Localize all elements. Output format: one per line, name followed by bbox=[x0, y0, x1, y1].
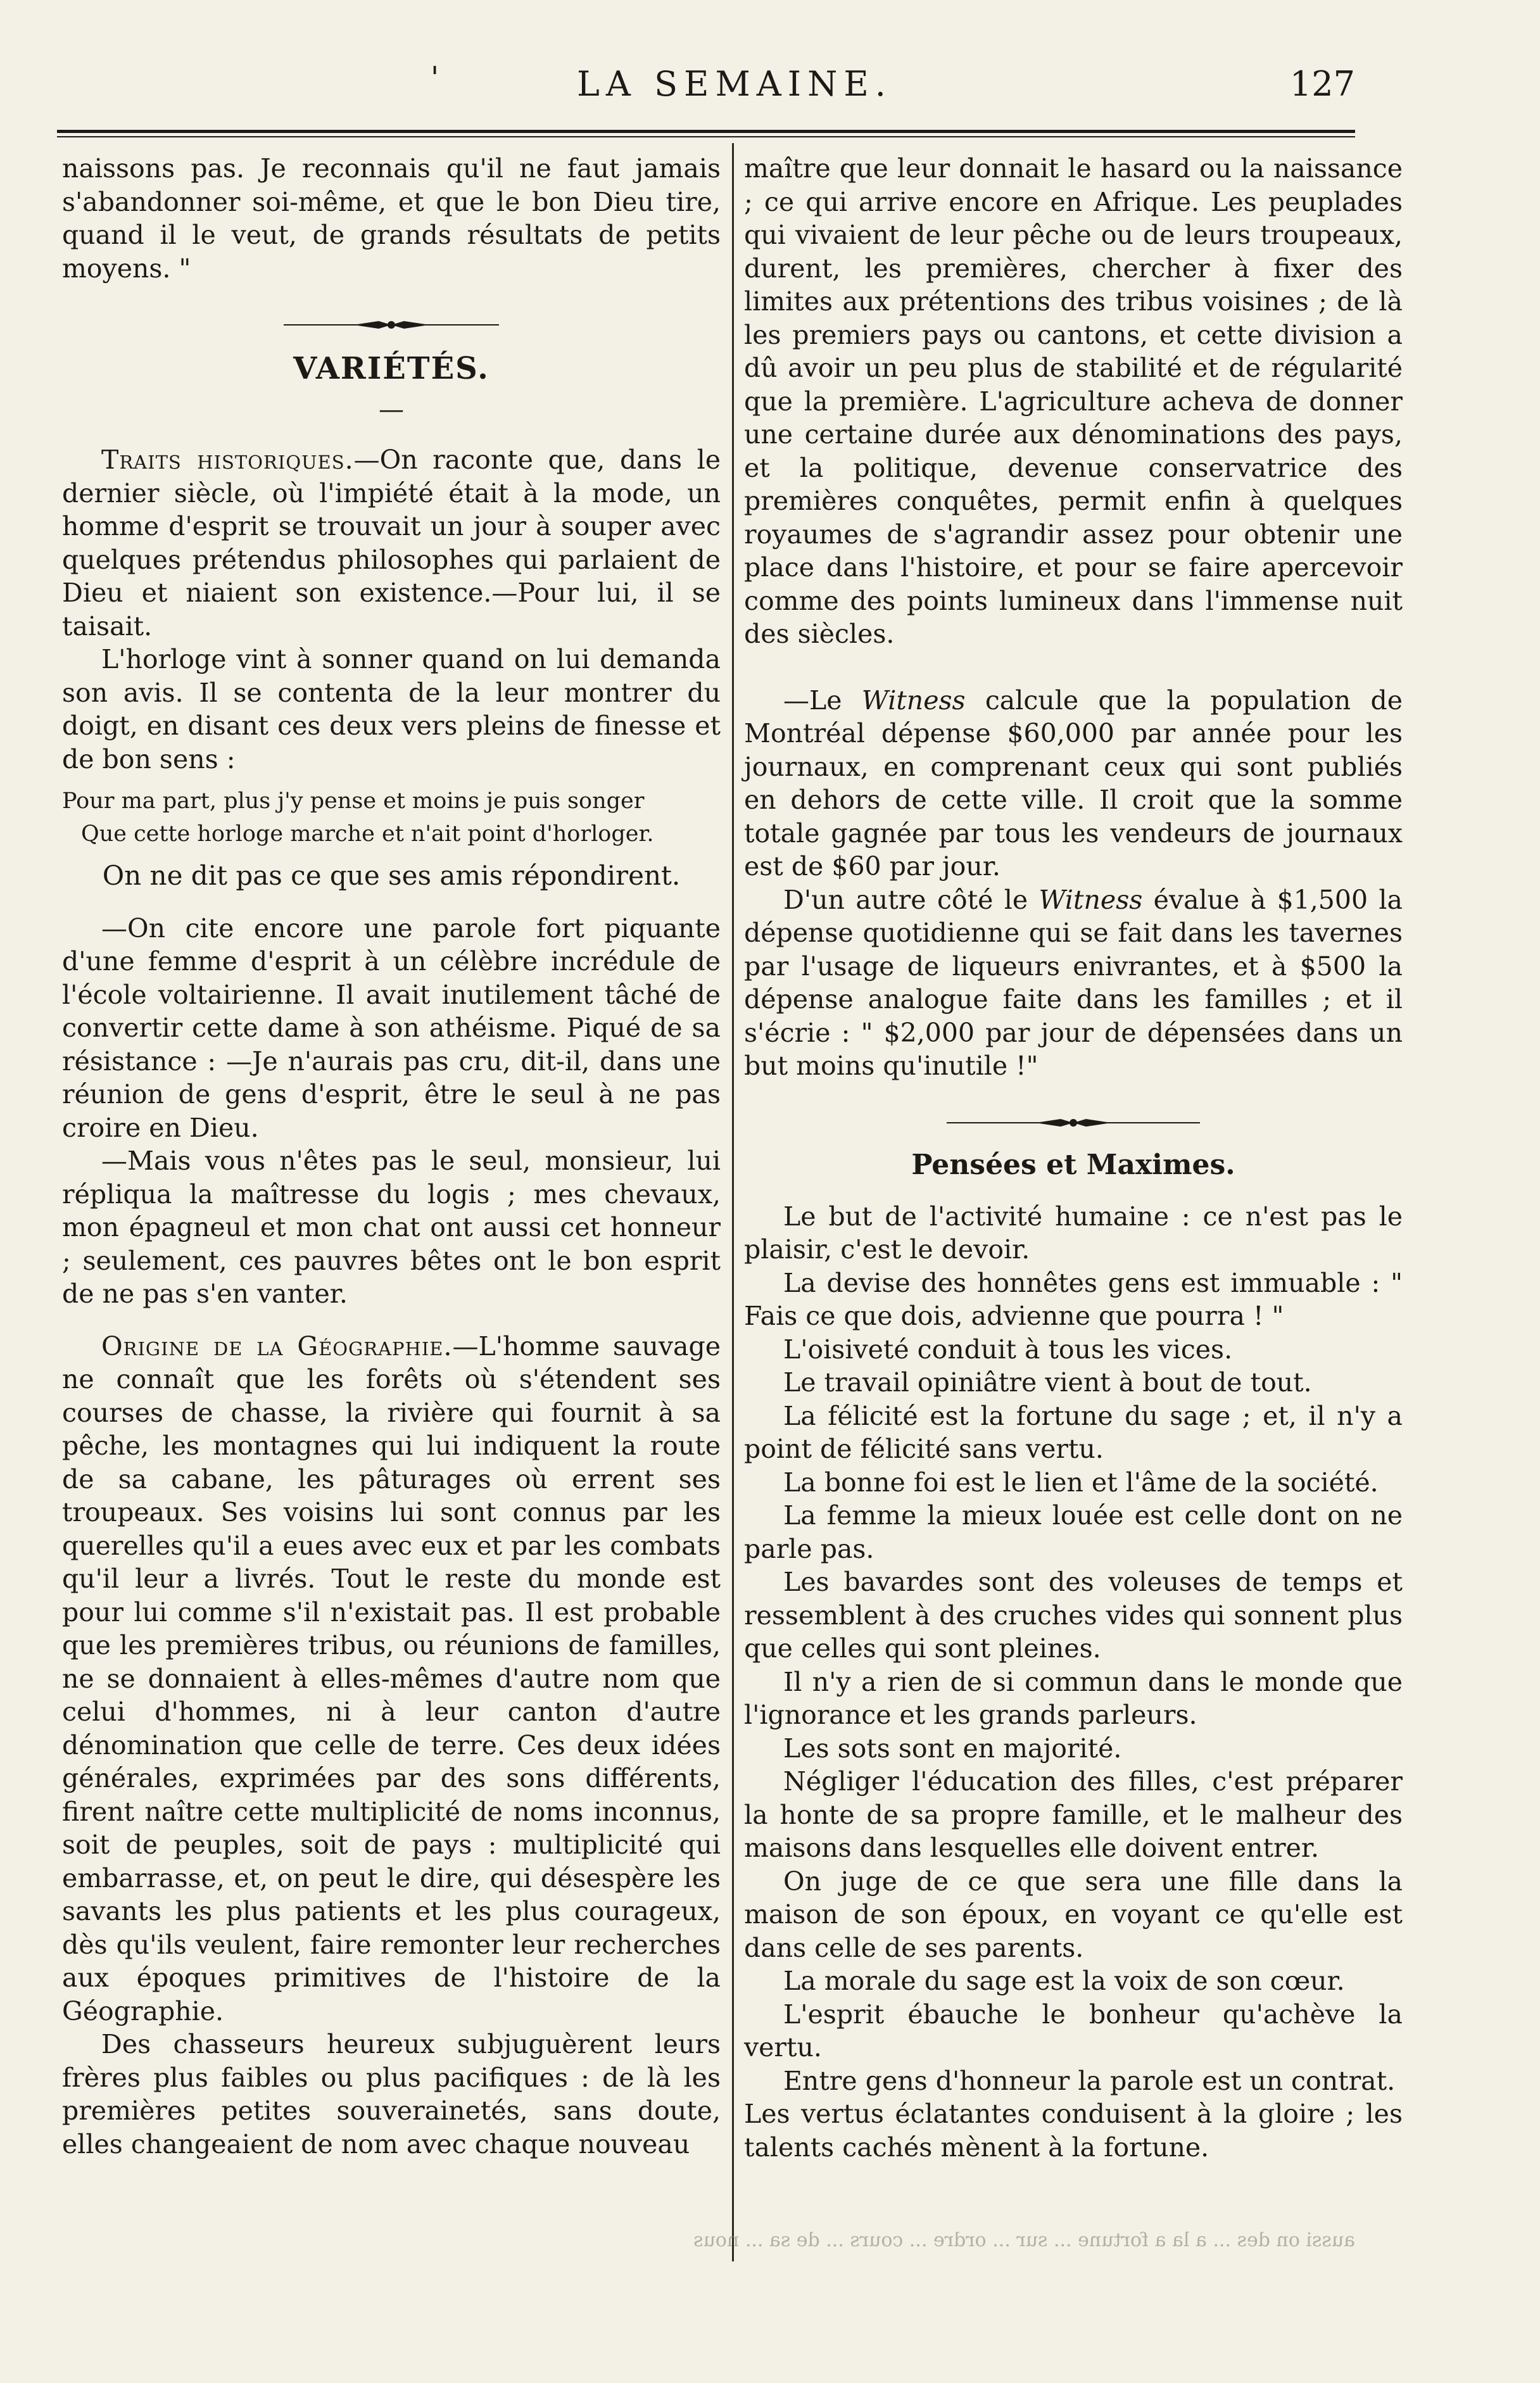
witness-lead: —Le bbox=[783, 685, 862, 716]
ornament-rule-icon bbox=[947, 1116, 1200, 1130]
witness-name: Witness bbox=[861, 685, 966, 716]
chasseurs-paragraph: Des chasseurs heureux subjuguèrent leurs frères plus faibles ou plus pacifiques : de là les premières petites souverainetés, sans doute, elles changeaient de nom avec chaque nouveau bbox=[62, 2029, 721, 2159]
column-divider bbox=[732, 143, 734, 2261]
maxime-8: Les bavardes sont des voleuses de temps et ressemblent à des cruches vides qui sonnent plus que celles qui sont pleines. bbox=[744, 1567, 1403, 1664]
ornament-rule-icon bbox=[284, 318, 499, 332]
maxime-4: Le travail opiniâtre vient à bout de tout. bbox=[783, 1367, 1312, 1398]
witness-paragraph-2 bbox=[744, 883, 1403, 1083]
horloge-paragraph: L'horloge vint à sonner quand on lui demanda son avis. Il se contenta de la leur montrer du doigt, en disant ces deux vers pleins de finesse et de bon sens : bbox=[62, 644, 721, 774]
maxime-14: L'esprit ébauche le bonheur qu'achève la vertu. bbox=[744, 1999, 1403, 2063]
maxime-3: L'oisiveté conduit à tous les vices. bbox=[783, 1334, 1233, 1365]
maximes-ornament bbox=[744, 1116, 1403, 1130]
maxime-9: Il n'y a rien de si commun dans le monde que l'ignorance et les grands parleurs. bbox=[744, 1666, 1403, 1730]
mais-paragraph: —Mais vous n'êtes pas le seul, monsieur, lui répliqua la maîtresse du logis ; mes chevaux, mon épagneul et mon chat ont aussi cet honneur ; seulement, ces pauvres bêtes ont le bon esprit de ne pas s'en vanter. bbox=[62, 1146, 721, 1309]
witness-body-2: évalue à $1,500 la dépense quotidienne qui se fait dans les tavernes par l'usage de liqueurs enivrantes, et à $500 la dépense analogue faite dans les familles ; et il s'écrie : " $2,000 par jour de dépensées dans un but moins qu'inutile !" bbox=[744, 884, 1403, 1081]
verse-line-2: Que cette horloge marche et n'ait point d'horloger. bbox=[81, 821, 654, 847]
left-column bbox=[62, 152, 721, 2161]
maxime-13: La morale du sage est la voix de son cœur. bbox=[783, 1966, 1345, 1996]
maxime-1: Le but de l'activité humaine : ce n'est pas le plaisir, c'est le devoir. bbox=[744, 1201, 1403, 1265]
maxime-11: Négliger l'éducation des filles, c'est préparer la honte de sa propre famille, et le malheur des maisons dans lesquelles elle doivent entrer. bbox=[744, 1766, 1403, 1863]
header-rule-thin bbox=[57, 136, 1355, 137]
maxime-12: On juge de ce que sera une fille dans la maison de son époux, en voyant ce qu'elle est dans celle de ses parents. bbox=[744, 1866, 1403, 1963]
header-rule-thick bbox=[57, 130, 1355, 133]
page-header bbox=[57, 60, 1355, 117]
geographie-paragraph bbox=[62, 1330, 721, 2028]
section-title-varietes: VARIÉTÉS. bbox=[293, 351, 489, 386]
section-title-maximes: Pensées et Maximes. bbox=[911, 1148, 1235, 1181]
cite-paragraph: —On cite encore une parole fort piquante d'une femme d'esprit à un célèbre incrédule de l'école voltairienne. Il avait inutilement tâché de convertir cette dame à son athéisme. Piqué de sa résistance : —Je n'aurais pas cru, dit-il, dans une réunion de gens d'esprit, être le seul à ne pas croire en Dieu. bbox=[62, 913, 721, 1143]
verse-line-1: Pour ma part, plus j'y pense et moins je puis songer bbox=[62, 788, 645, 814]
witness-paragraph-1 bbox=[744, 684, 1403, 883]
journal-title: LA SEMAINE. bbox=[577, 64, 892, 104]
geographie-heading: Origine de la Géographie. bbox=[101, 1331, 453, 1362]
maxime-10: Les sots sont en majorité. bbox=[783, 1733, 1122, 1764]
bleed-through-text: aussi on des ... a la a fortune ... sur ... ordre ... cours ... de sa ... nous bbox=[693, 2229, 1355, 2251]
maxime-16: Les vertus éclatantes conduisent à la gloire ; les talents cachés mènent à la fortune. bbox=[744, 2099, 1403, 2163]
maxime-2: La devise des honnêtes gens est immuable : " Fais ce que dois, advienne que pourra ! " bbox=[744, 1267, 1403, 1331]
header-mark: ' bbox=[431, 60, 439, 96]
traits-historiques-body: —On raconte que, dans le dernier siècle, où l'impiété était à la mode, un homme d'esprit se trouvait un jour à souper avec quelques prétendus philosophes qui parlaient de Dieu et niaient son existence.—Pour lui, il se taisait. bbox=[62, 445, 721, 642]
maxime-5: La félicité est la fortune du sage ; et, il n'y a point de félicité sans vertu. bbox=[744, 1400, 1403, 1464]
maxime-6: La bonne foi est le lien et l'âme de la société. bbox=[783, 1467, 1379, 1498]
section-dash: — bbox=[379, 395, 404, 424]
witness-body-1: calcule que la population de Montréal dépense $60,000 par année pour les journaux, en comprenant ceux qui sont publiés en dehors de cette ville. Il croit que la somme totale gagnée par tous les vendeurs de journaux est de $60 par jour. bbox=[744, 685, 1403, 882]
traits-historiques-paragraph bbox=[62, 443, 721, 643]
section-ornament bbox=[62, 318, 721, 332]
page-number: 127 bbox=[1289, 64, 1355, 104]
continuation-paragraph: maître que leur donnait le hasard ou la naissance ; ce qui arrive encore en Afrique. Les peuplades qui vivaient de leur pêche ou de leurs troupeaux, durent, les premières, chercher à fixer des limites aux prétentions des tribus voisines ; de là les premiers pays ou cantons, et cette division a dû avoir un peu plus de stabilité et de régularité que la première. L'agriculture acheva de donner une certaine durée aux dénominations des pays, et la politique, devenue conservatrice des premières conquêtes, permit enfin à quelques royaumes de s'agrandir assez pour obtenir une place dans l'histoire, et pour se faire apercevoir comme des points lumineux dans l'immense nuit des siècles. bbox=[744, 153, 1403, 649]
maxime-7: La femme la mieux louée est celle dont on ne parle pas. bbox=[744, 1500, 1403, 1564]
traits-historiques-heading: Traits historiques. bbox=[101, 445, 354, 475]
witness-name-2: Witness bbox=[1038, 884, 1143, 915]
amis-line: On ne dit pas ce que ses amis répondirent. bbox=[102, 860, 681, 891]
intro-paragraph: naissons pas. Je reconnais qu'il ne faut jamais s'abandonner soi-même, et que le bon Dieu tire, quand il le veut, de grands résultats de petits moyens. " bbox=[62, 153, 721, 284]
geographie-body: —L'homme sauvage ne connaît que les forêts où s'étendent ses courses de chasse, la rivière qui fournit à sa pêche, les montagnes qui lui indiquent la route de sa cabane, les pâturages où errent ses troupeaux. Ses voisins lui sont connus par les querelles qu'il a eues avec eux et par les combats qu'il leur a livrés. Tout le reste du monde est pour lui comme s'il n'existait pas. Il est probable que les premières tribus, ou réunions de familles, ne se donnaient à elles-mêmes d'autre nom que celui d'hommes, ni à leur canton d'autre dénomination que celle de terre. Ces deux idées générales, exprimées par des sons différents, firent naître cette multiplicité de noms inconnus, soit de peuples, soit de pays : multiplicité qui embarrasse, et, on peut le dire, qui désespère les savants les plus patients et les plus courageux, dès qu'ils veulent, faire remonter leur recherches aux époques primitives de l'histoire de la Géographie. bbox=[62, 1331, 721, 2026]
witness-lead-2: D'un autre côté le bbox=[783, 884, 1039, 915]
right-column bbox=[744, 152, 1403, 2164]
maxime-15: Entre gens d'honneur la parole est un contrat. bbox=[783, 2065, 1396, 2096]
